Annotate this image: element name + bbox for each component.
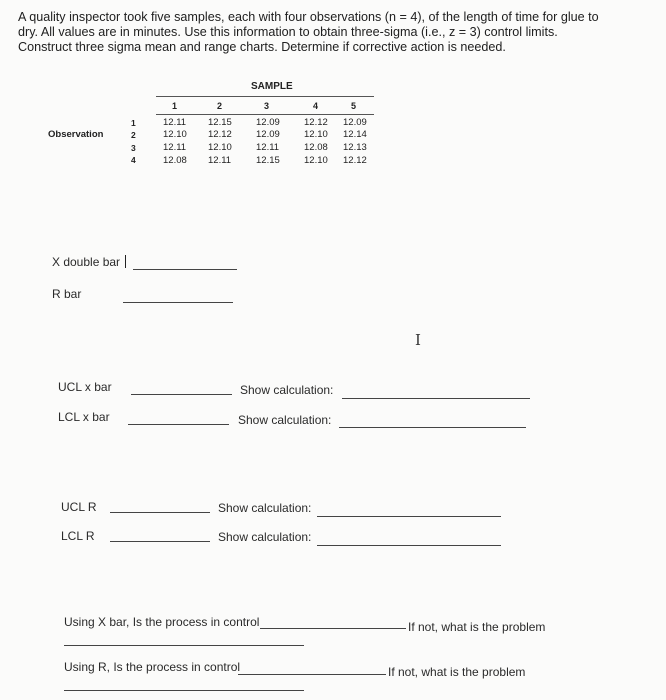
xbar-problem-answer-line[interactable] — [64, 645, 304, 646]
xbar-control-answer-line[interactable] — [260, 628, 406, 629]
lcl-r-answer-line[interactable] — [110, 541, 210, 542]
rbar-answer-line[interactable] — [123, 302, 233, 303]
column-header: 4 — [313, 101, 319, 111]
header-rule — [156, 114, 374, 115]
show-calculation-label: Show calculation: — [218, 530, 312, 544]
row-number: 4 — [131, 155, 136, 165]
table-cell: 12.10 — [208, 142, 232, 153]
if-not-problem-label: If not, what is the problem — [388, 665, 526, 679]
table-cell: 12.13 — [343, 142, 367, 153]
table-cell: 12.14 — [343, 129, 367, 140]
column-header: 3 — [264, 101, 270, 111]
show-calculation-label: Show calculation: — [240, 383, 334, 397]
table-cell: 12.10 — [163, 129, 187, 140]
table-cell: 12.08 — [163, 155, 187, 166]
table-top-rule — [156, 96, 374, 97]
table-cell: 12.09 — [256, 129, 280, 140]
lcl-xbar-answer-line[interactable] — [128, 424, 229, 425]
table-cell: 12.10 — [304, 155, 328, 166]
lcl-r-label: LCL R — [61, 529, 95, 543]
lcl-xbar-calc-line[interactable] — [339, 427, 526, 428]
row-number: 1 — [131, 118, 136, 128]
question-r-control: Using R, Is the process in control — [64, 660, 241, 674]
question-xbar-control: Using X bar, Is the process in control — [64, 615, 260, 629]
problem-statement: A quality inspector took five samples, each with four observations (n = 4), of the length of time for glue to dry. All values are in minutes. Use this information to obtain three-sigma (i.e., z = 3) control limits. Construct three sigma mean and range charts. Determine if corrective action is needed. — [18, 10, 599, 54]
table-cell: 12.11 — [163, 142, 187, 153]
r-control-answer-line[interactable] — [238, 674, 386, 675]
ucl-r-label: UCL R — [61, 500, 97, 514]
column-header: 2 — [217, 101, 223, 111]
table-title: SAMPLE — [251, 81, 293, 92]
row-number: 2 — [131, 130, 136, 140]
table-cell: 12.10 — [304, 129, 328, 140]
text-cursor-icon: I — [415, 331, 421, 349]
text-caret — [125, 255, 126, 268]
column-header: 1 — [172, 101, 178, 111]
show-calculation-label: Show calculation: — [238, 413, 332, 427]
table-cell: 12.15 — [208, 117, 232, 128]
ucl-r-calc-line[interactable] — [317, 516, 501, 517]
xdoublebar-label: X double bar — [52, 255, 121, 269]
table-cell: 12.08 — [304, 142, 328, 153]
ucl-xbar-calc-line[interactable] — [342, 398, 530, 399]
if-not-problem-label: If not, what is the problem — [408, 620, 546, 634]
ucl-r-answer-line[interactable] — [110, 512, 210, 513]
table-cell: 12.12 — [208, 129, 232, 140]
row-number: 3 — [131, 143, 136, 153]
table-cell: 12.15 — [256, 155, 280, 166]
lcl-r-calc-line[interactable] — [317, 545, 501, 546]
table-cell: 12.09 — [343, 117, 367, 128]
lcl-xbar-label: LCL x bar — [58, 410, 110, 424]
table-cell: 12.12 — [304, 117, 328, 128]
column-header: 5 — [351, 101, 357, 111]
r-problem-answer-line[interactable] — [64, 690, 304, 691]
table-cell: 12.11 — [163, 117, 187, 128]
table-cell: 12.09 — [256, 117, 280, 128]
show-calculation-label: Show calculation: — [218, 501, 312, 515]
table-cell: 12.11 — [208, 155, 232, 166]
ucl-xbar-label: UCL x bar — [58, 380, 112, 394]
row-group-label: Observation — [48, 129, 104, 140]
rbar-label: R bar — [52, 287, 82, 301]
xdoublebar-answer-line[interactable] — [133, 269, 237, 270]
table-cell: 12.11 — [256, 142, 280, 153]
table-cell: 12.12 — [343, 155, 367, 166]
ucl-xbar-answer-line[interactable] — [131, 394, 232, 395]
